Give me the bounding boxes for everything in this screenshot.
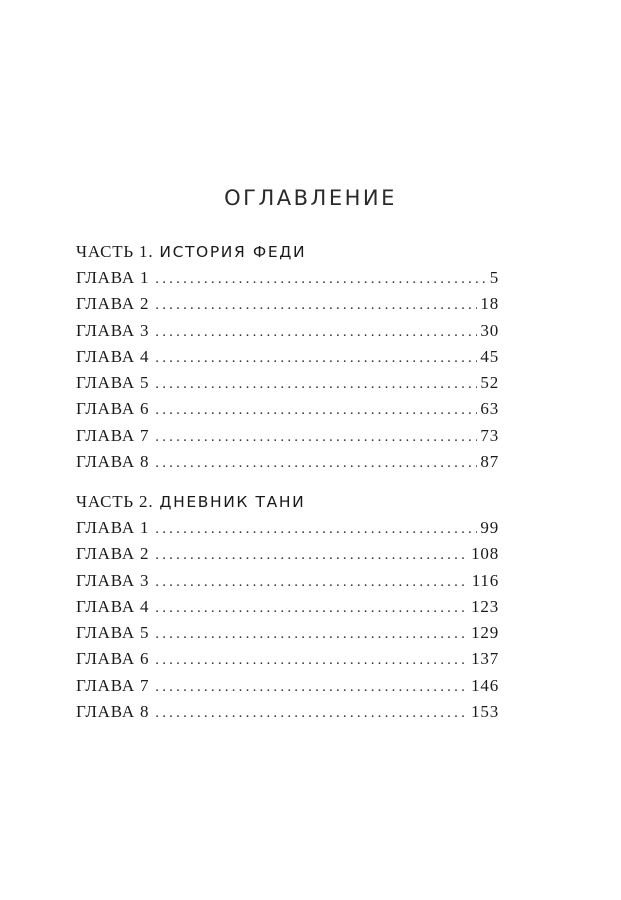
- toc-entry[interactable]: [76, 568, 499, 594]
- toc-entry[interactable]: [76, 620, 499, 646]
- chapter-label: ГЛАВА 7: [76, 675, 150, 695]
- dot-leader: [155, 569, 468, 595]
- page-number: 87: [480, 452, 499, 472]
- dot-leader: [155, 319, 477, 345]
- toc-entry[interactable]: [76, 344, 499, 370]
- page-number: 30: [480, 320, 499, 340]
- toc-entry[interactable]: [76, 699, 499, 725]
- toc-entry[interactable]: [76, 396, 499, 422]
- page-number: 99: [480, 518, 499, 537]
- toc-part-2: [76, 488, 499, 725]
- chapter-label: ГЛАВА 4: [76, 596, 150, 616]
- chapter-label: ГЛАВА 6: [76, 649, 150, 669]
- dot-leader: [155, 621, 468, 647]
- toc-entry[interactable]: [76, 646, 499, 672]
- chapter-label: ГЛАВА 4: [76, 346, 150, 366]
- dot-leader: [155, 647, 468, 673]
- dot-leader: [155, 397, 477, 423]
- chapter-label: ГЛАВА 5: [76, 623, 150, 643]
- chapter-label: ГЛАВА 1: [76, 518, 150, 537]
- page-number: 73: [480, 425, 499, 445]
- chapter-label: ГЛАВА 3: [76, 570, 150, 590]
- dot-leader: [155, 700, 468, 726]
- page-number: 5: [489, 268, 499, 287]
- part-title: ИСТОРИЯ ФЕДИ: [159, 243, 307, 261]
- chapter-label: ГЛАВА 2: [76, 544, 150, 564]
- page-number: 137: [471, 649, 499, 669]
- toc-entry[interactable]: [76, 370, 499, 396]
- part-number: ЧАСТЬ 1.: [76, 242, 154, 261]
- toc-entry[interactable]: [76, 423, 499, 449]
- toc-entry[interactable]: [76, 291, 499, 317]
- page-number: 18: [480, 294, 499, 314]
- page-number: 108: [471, 544, 499, 564]
- toc-part-1: [76, 238, 499, 475]
- page-number: 116: [471, 570, 499, 590]
- dot-leader: [155, 424, 477, 450]
- page-number: 52: [480, 373, 499, 393]
- page-number: 129: [471, 623, 499, 643]
- part-title: ДНЕВНИК ТАНИ: [159, 493, 306, 511]
- page-number: 146: [471, 675, 499, 695]
- toc-entry[interactable]: [76, 265, 499, 291]
- dot-leader: [155, 345, 477, 371]
- toc-entry[interactable]: [76, 541, 499, 567]
- dot-leader: [155, 542, 468, 568]
- chapter-label: ГЛАВА 1: [76, 268, 150, 287]
- toc-title: ОГЛАВЛЕНИЕ: [224, 186, 397, 210]
- dot-leader: [155, 595, 468, 621]
- chapter-label: ГЛАВА 3: [76, 320, 150, 340]
- dot-leader: [155, 674, 468, 700]
- toc-entry[interactable]: [76, 318, 499, 344]
- chapter-label: ГЛАВА 6: [76, 399, 150, 419]
- chapter-label: ГЛАВА 7: [76, 425, 150, 445]
- toc-entry[interactable]: [76, 673, 499, 699]
- chapter-label: ГЛАВА 8: [76, 702, 150, 722]
- chapter-label: ГЛАВА 5: [76, 373, 150, 393]
- toc-entry[interactable]: [76, 449, 499, 475]
- page-number: 45: [480, 346, 499, 366]
- chapter-label: ГЛАВА 8: [76, 452, 150, 472]
- chapter-label: ГЛАВА 2: [76, 294, 150, 314]
- dot-leader: [155, 516, 477, 542]
- page-number: 153: [471, 702, 499, 722]
- toc-entry[interactable]: [76, 515, 499, 541]
- page-number: 63: [480, 399, 499, 419]
- part-heading: [76, 238, 499, 265]
- dot-leader: [155, 292, 477, 318]
- dot-leader: [155, 450, 477, 476]
- page-number: 123: [471, 596, 499, 616]
- part-number: ЧАСТЬ 2.: [76, 492, 154, 511]
- dot-leader: [155, 266, 486, 292]
- dot-leader: [155, 371, 477, 397]
- part-heading: [76, 488, 499, 515]
- toc-entry[interactable]: [76, 594, 499, 620]
